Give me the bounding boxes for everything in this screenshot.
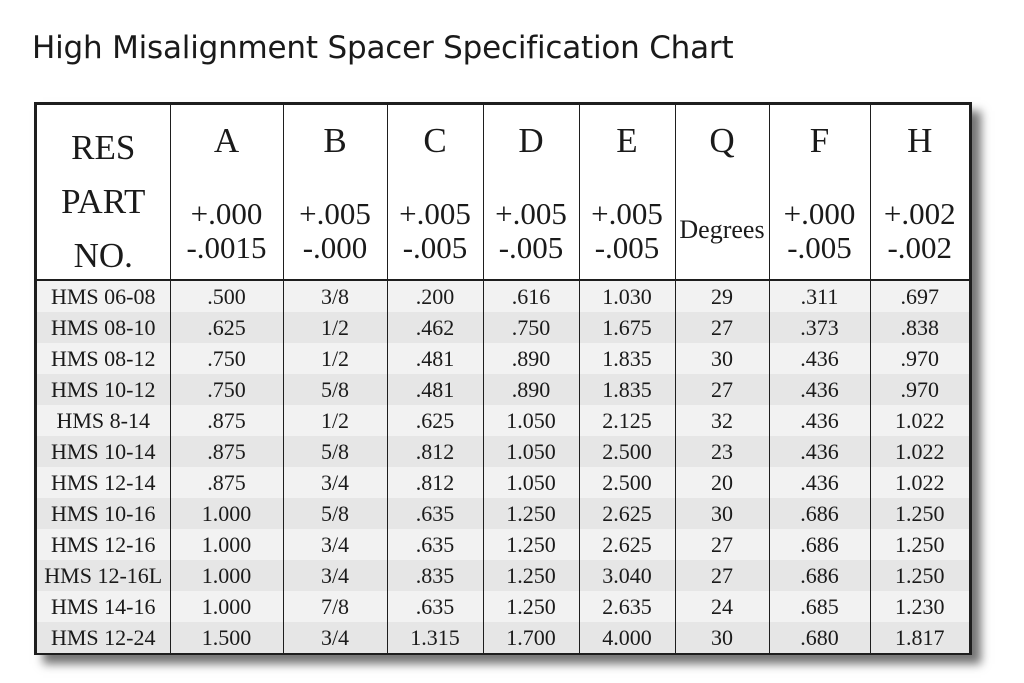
c-cell: .462 xyxy=(387,312,483,343)
table-row xyxy=(37,280,969,312)
header-part-line: RES xyxy=(71,128,136,167)
tolerance-minus: -.005 xyxy=(498,230,564,265)
header-part-no xyxy=(37,105,170,280)
c-cell: .481 xyxy=(387,343,483,374)
header-letter: A xyxy=(213,121,240,160)
header-h xyxy=(870,105,969,280)
header-letter: F xyxy=(809,121,830,160)
header-row xyxy=(37,105,969,280)
b-cell: 3/4 xyxy=(283,467,387,498)
e-cell: 2.125 xyxy=(579,405,675,436)
header-b xyxy=(283,105,387,280)
h-cell: .697 xyxy=(870,280,969,312)
q-cell: 27 xyxy=(675,560,769,591)
q-cell: 27 xyxy=(675,529,769,560)
table-row xyxy=(37,467,969,498)
e-cell: 2.500 xyxy=(579,436,675,467)
c-cell: .200 xyxy=(387,280,483,312)
h-cell: 1.250 xyxy=(870,560,969,591)
d-cell: .890 xyxy=(483,343,579,374)
f-cell: .436 xyxy=(769,436,870,467)
b-cell: 3/8 xyxy=(283,280,387,312)
tolerance-minus: -.0015 xyxy=(186,230,267,265)
table-row xyxy=(37,405,969,436)
h-cell: .970 xyxy=(870,374,969,405)
e-cell: 3.040 xyxy=(579,560,675,591)
e-cell: 2.500 xyxy=(579,467,675,498)
part-number-cell: HMS 12-24 xyxy=(37,622,170,653)
part-number-cell: HMS 08-12 xyxy=(37,343,170,374)
table-row xyxy=(37,529,969,560)
table-row xyxy=(37,436,969,467)
q-cell: 30 xyxy=(675,343,769,374)
a-cell: .875 xyxy=(170,405,283,436)
e-cell: 2.635 xyxy=(579,591,675,622)
d-cell: 1.250 xyxy=(483,560,579,591)
tolerance-plus: +.000 xyxy=(190,196,263,231)
header-letter: C xyxy=(423,121,447,160)
c-cell: .812 xyxy=(387,436,483,467)
c-cell: .635 xyxy=(387,591,483,622)
h-cell: 1.817 xyxy=(870,622,969,653)
q-cell: 32 xyxy=(675,405,769,436)
c-cell: .625 xyxy=(387,405,483,436)
a-cell: .750 xyxy=(170,343,283,374)
spec-table xyxy=(37,105,969,653)
c-cell: .812 xyxy=(387,467,483,498)
a-cell: .875 xyxy=(170,467,283,498)
tolerance-minus: -.000 xyxy=(302,230,368,265)
part-number-cell: HMS 08-10 xyxy=(37,312,170,343)
tolerance-plus: +.005 xyxy=(591,196,663,231)
b-cell: 1/2 xyxy=(283,312,387,343)
table-row xyxy=(37,343,969,374)
tolerance-minus: -.005 xyxy=(787,230,852,265)
header-a xyxy=(170,105,283,280)
part-number-cell: HMS 12-16L xyxy=(37,560,170,591)
c-cell: .635 xyxy=(387,529,483,560)
q-cell: 30 xyxy=(675,498,769,529)
a-cell: 1.000 xyxy=(170,498,283,529)
header-c xyxy=(387,105,483,280)
table-body xyxy=(37,280,969,653)
d-cell: 1.250 xyxy=(483,529,579,560)
h-cell: 1.230 xyxy=(870,591,969,622)
b-cell: 5/8 xyxy=(283,436,387,467)
q-cell: 27 xyxy=(675,312,769,343)
q-cell: 29 xyxy=(675,280,769,312)
table-row xyxy=(37,498,969,529)
table-row xyxy=(37,622,969,653)
header-part-line: NO. xyxy=(73,236,133,275)
q-cell: 30 xyxy=(675,622,769,653)
h-cell: 1.022 xyxy=(870,436,969,467)
part-number-cell: HMS 12-16 xyxy=(37,529,170,560)
b-cell: 5/8 xyxy=(283,374,387,405)
b-cell: 3/4 xyxy=(283,560,387,591)
e-cell: 1.030 xyxy=(579,280,675,312)
d-cell: 1.050 xyxy=(483,405,579,436)
tolerance-minus: -.002 xyxy=(887,230,953,265)
part-number-cell: HMS 14-16 xyxy=(37,591,170,622)
e-cell: 1.675 xyxy=(579,312,675,343)
h-cell: 1.022 xyxy=(870,467,969,498)
f-cell: .436 xyxy=(769,343,870,374)
f-cell: .680 xyxy=(769,622,870,653)
d-cell: 1.250 xyxy=(483,498,579,529)
f-cell: .436 xyxy=(769,374,870,405)
a-cell: 1.500 xyxy=(170,622,283,653)
e-cell: 1.835 xyxy=(579,374,675,405)
header-d xyxy=(483,105,579,280)
d-cell: 1.700 xyxy=(483,622,579,653)
tolerance-plus: +.005 xyxy=(299,196,371,231)
header-letter: B xyxy=(323,121,347,160)
part-number-cell: HMS 8-14 xyxy=(37,405,170,436)
b-cell: 7/8 xyxy=(283,591,387,622)
table-row xyxy=(37,560,969,591)
d-cell: .750 xyxy=(483,312,579,343)
q-cell: 27 xyxy=(675,374,769,405)
e-cell: 4.000 xyxy=(579,622,675,653)
part-number-cell: HMS 10-14 xyxy=(37,436,170,467)
f-cell: .311 xyxy=(769,280,870,312)
e-cell: 1.835 xyxy=(579,343,675,374)
h-cell: 1.022 xyxy=(870,405,969,436)
a-cell: .875 xyxy=(170,436,283,467)
spec-table-container xyxy=(34,102,972,655)
c-cell: .635 xyxy=(387,498,483,529)
b-cell: 5/8 xyxy=(283,498,387,529)
tolerance-plus: +.002 xyxy=(883,196,956,231)
header-letter: Q xyxy=(709,121,735,160)
f-cell: .436 xyxy=(769,467,870,498)
e-cell: 2.625 xyxy=(579,498,675,529)
h-cell: 1.250 xyxy=(870,529,969,560)
d-cell: .616 xyxy=(483,280,579,312)
d-cell: 1.250 xyxy=(483,591,579,622)
tolerance-minus: -.005 xyxy=(594,230,660,265)
a-cell: 1.000 xyxy=(170,591,283,622)
tolerance-plus: +.005 xyxy=(495,196,567,231)
c-cell: 1.315 xyxy=(387,622,483,653)
h-cell: .838 xyxy=(870,312,969,343)
h-cell: 1.250 xyxy=(870,498,969,529)
header-e xyxy=(579,105,675,280)
q-cell: 20 xyxy=(675,467,769,498)
b-cell: 1/2 xyxy=(283,405,387,436)
q-cell: 24 xyxy=(675,591,769,622)
a-cell: .500 xyxy=(170,280,283,312)
d-cell: 1.050 xyxy=(483,436,579,467)
h-cell: .970 xyxy=(870,343,969,374)
part-number-cell: HMS 06-08 xyxy=(37,280,170,312)
f-cell: .686 xyxy=(769,529,870,560)
d-cell: 1.050 xyxy=(483,467,579,498)
part-number-cell: HMS 10-16 xyxy=(37,498,170,529)
header-unit-degrees: Degrees xyxy=(679,215,765,244)
part-number-cell: HMS 12-14 xyxy=(37,467,170,498)
page-title: High Misalignment Spacer Specification Chart xyxy=(32,30,734,66)
a-cell: .625 xyxy=(170,312,283,343)
f-cell: .686 xyxy=(769,498,870,529)
f-cell: .686 xyxy=(769,560,870,591)
header-letter: D xyxy=(518,121,544,160)
tolerance-plus: +.000 xyxy=(783,196,856,231)
a-cell: .750 xyxy=(170,374,283,405)
q-cell: 23 xyxy=(675,436,769,467)
part-number-cell: HMS 10-12 xyxy=(37,374,170,405)
e-cell: 2.625 xyxy=(579,529,675,560)
b-cell: 3/4 xyxy=(283,622,387,653)
table-row xyxy=(37,591,969,622)
c-cell: .481 xyxy=(387,374,483,405)
header-letter: H xyxy=(907,121,933,160)
f-cell: .685 xyxy=(769,591,870,622)
d-cell: .890 xyxy=(483,374,579,405)
header-letter: E xyxy=(616,121,638,160)
f-cell: .436 xyxy=(769,405,870,436)
table-row xyxy=(37,312,969,343)
header-f xyxy=(769,105,870,280)
header-q xyxy=(675,105,769,280)
b-cell: 1/2 xyxy=(283,343,387,374)
c-cell: .835 xyxy=(387,560,483,591)
a-cell: 1.000 xyxy=(170,560,283,591)
a-cell: 1.000 xyxy=(170,529,283,560)
table-row xyxy=(37,374,969,405)
tolerance-plus: +.005 xyxy=(399,196,471,231)
tolerance-minus: -.005 xyxy=(402,230,468,265)
header-part-line: PART xyxy=(61,182,146,221)
f-cell: .373 xyxy=(769,312,870,343)
b-cell: 3/4 xyxy=(283,529,387,560)
